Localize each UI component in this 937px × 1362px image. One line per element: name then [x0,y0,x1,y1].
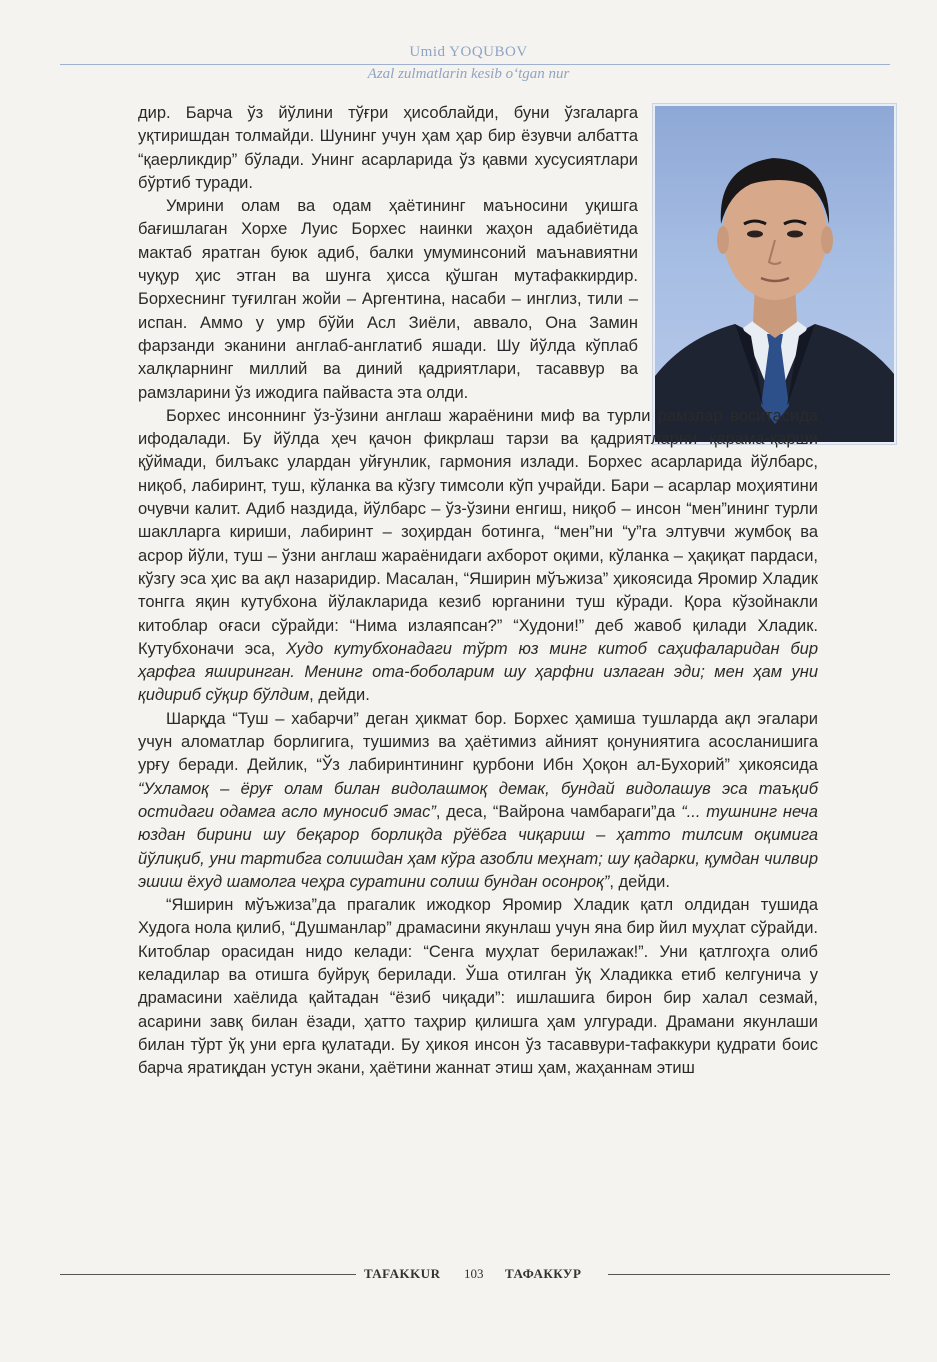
paragraph: дир. Барча ўз йўлини тўғри ҳисоблайди, буни ўзгаларга уқтиришдан толмайди. Шунинг учун ҳам ҳар бир ёзувчи албатта “қаерликдир” бўлади. Унинг асарларида ўз қавми хусусиятлари бўртиб туради. [138,104,638,192]
paragraph: Умрини олам ва одам ҳаётининг маъносини уқишга бағишлаган Хорхе Луис Борхес наинки жаҳон адабиётида мактаб яратган буюк адиб, балки умуминсоний маънавиятни чуқур ҳис этган ва шунга ҳисса қўшган мутафаккирдир. Борхеснинг туғилган жойи – Аргентина, насаби – инглиз, тили – испан. Аммо у умр бўйи Асл Зиёли, аввало, Она Замин фарзанди эканини англаб-англатиб яшади. Шу йўлда кўплаб халқларнинг миллий ва диний қадриятлари, тасаввур ва рамзларини ўз ижодига пайваста эта олди. [138,197,638,402]
paragraph-text: Борхес инсоннинг ўз-ўзини англаш жараёнини миф ва турли рамзлар воситасида ифодалади. Бу йўлда ҳеч қачон фикрлаш тарзи ва қадриятларни қарама-қарши қўймади, билъакс улардан уйғунлик, гармония излади. Борхес асарларида йўлбарс, ниқоб, лабиринт, туш, кўланка ва кўзгу тимсоли кўп учрайди. Бари – асарлар моҳиятини очувчи калит. Адиб наздида, йўлбарс – ўз-ўзини енгиш, ниқоб – инсон “мен”ининг турли шаклларга кириши, лабиринт – зоҳирдан ботинга, “мен”ни “у”га элтувчи жумбоқ ва асрор йўли, туш – ўзни англаш жараёнидаги ахборот оқими, кўланка – ҳақиқат пардаси, кўзгу эса ҳис ва ақл назаридир. Масалан, “Яширин мўъжиза” ҳикоясида Яромир Хладик тонгга яқин кутубхона йўлакларида кезиб юрганини туш кўради. Қора кўзойнакли китоблар оғаси сўрайди: “Нима излаяпсан?” “Худони!” деб жавоб қилади Хладик. Кутубхоначи эса, [138,406,818,658]
article-body [138,102,818,1080]
footer-magazine-latin: TAFAKKUR [364,1266,441,1281]
paragraph [138,405,818,708]
running-header-author: Umid YOQUBOV [409,44,528,60]
running-header-subtitle: Azal zulmatlarin kesib o‘tgan nur [367,66,570,82]
footer-magazine-cyrillic: ТАФАККУР [505,1266,582,1281]
paragraph-text: , деса, “Вайрона чамбараги”да [435,802,676,821]
paragraph [138,708,818,894]
paragraph-text: , дейди. [609,872,670,891]
quote-text: “... тушнинг неча юздан бирини шу беқарор борлиқда рўёбга чиқариш – ҳатто тилсим оқимига йўлиқиб, уни тартибга солишдан ҳам кўра азобли меҳнат; шу қадарки, қумдан чилвир эшиш ёхуд шамолга чеҳра суратини солиш бундан осонроқ” [138,802,818,891]
header-divider [60,64,890,65]
paragraph-text: , дейди. [309,686,370,705]
page-number: 103 [464,1266,484,1281]
quote-text: Худо кутубхонадаги тўрт юз минг китоб саҳифаларидан бир ҳарфга яширинган. Менинг ота-боболарим шу ҳарфни излаган эди; мен ҳам уни қидириб сўқир бўлдим [138,639,818,705]
paragraph: “Яширин мўъжиза”да прагалик ижодкор Яромир Хладик қатл олдидан тушида Худога нола қилиб, “Душманлар” драмасини якунлаш учун яна бир йил муҳлат сўрайди. Китоблар орасидан нидо келади: “Сенга муҳлат берилажак!”. Уни қатлгоҳга олиб келадилар ва отишга буйруқ берилади. Ўша отилган ўқ Хладикка етиб келгунича у драмасини хаёлида қайтадан “ёзиб чиқади”: ишлашига бирон бир халал сезмай, асарини завқ билан ёзади, ҳатто таҳрир қилишга ҳам улгуради. Драмани якунлаши билан тўрт ўқ уни ерга қулатади. Бу ҳикоя инсон ўз тасаввури-тафаккури қудрати боис барча яратиқдан устун экани, ҳаётини жаннат этиш ҳам, жаҳаннам этиш [138,896,818,1078]
quote-text: “Ухламоқ – ёруғ олам билан видолашмоқ демак, бундай видолашув эса таъқиб остидаги одамга асло муносиб эмас” [138,779,818,821]
paragraph-text: Шарқда “Туш – хабарчи” деган ҳикмат бор. Борхес ҳамиша тушларда ақл эгалари учун аломатлар борлигига, тушимиз ва ҳаётимиз айният қонуниятига асосланишига урғу беради. Дейлик, “Ўз лабиринтининг қурбони Ибн Ҳоқон ал-Бухорий” ҳикоясида [138,709,818,775]
footer-rule-right [608,1274,890,1275]
footer-rule-left [60,1274,356,1275]
page-footer [60,1264,890,1284]
